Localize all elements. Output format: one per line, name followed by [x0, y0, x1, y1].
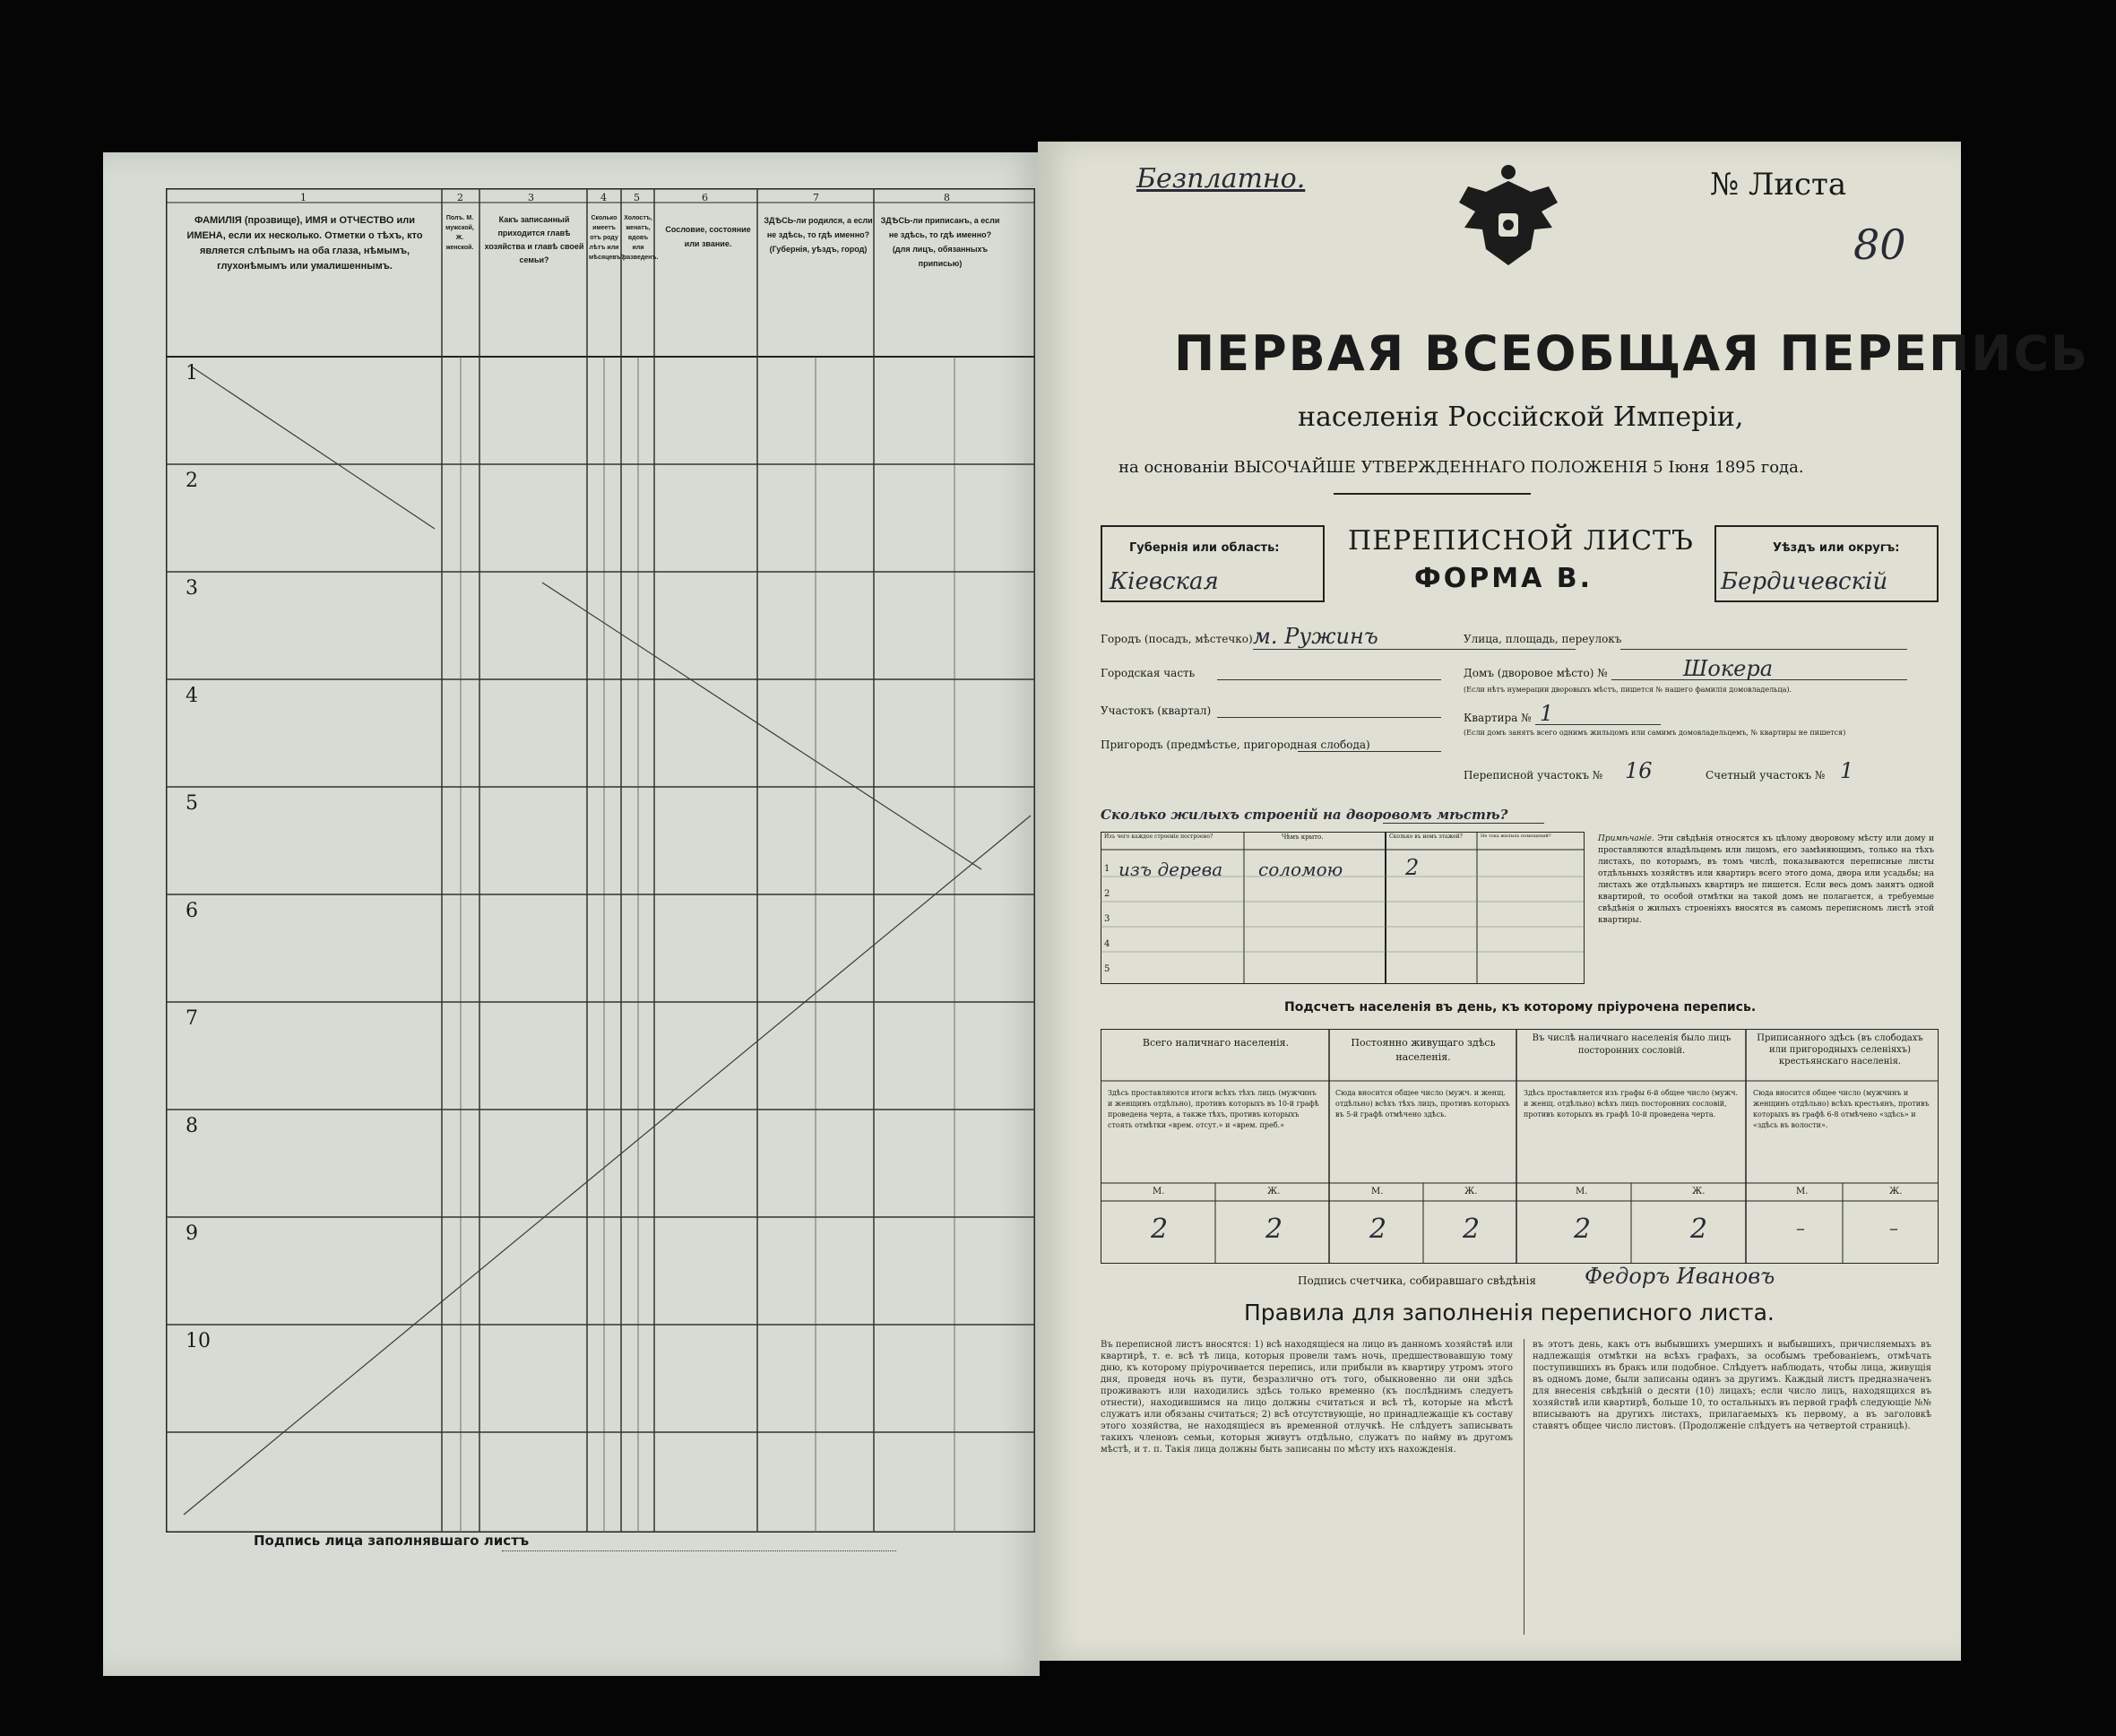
column-number: 5	[634, 192, 640, 203]
buildings-question: Сколько жилыхъ строеній на дворовомъ мѣстѣ?	[1101, 807, 1508, 823]
signature-line	[502, 1550, 896, 1551]
basis-line: на основаніи ВЫСОЧАЙШЕ УТВЕРЖДЕННАГО ПОЛОЖЕНІЯ 5 Іюня 1895 года.	[1118, 458, 1804, 477]
guberniya-label: Губернія или область:	[1129, 541, 1280, 555]
column-header-birthplace: ЗДѢСЬ-ли родился, а если не здѣсь, то гдѣ именно? (Губернія, уѣздъ, город)	[764, 216, 873, 254]
census-district-value: 16	[1625, 758, 1653, 783]
summary-note: Здѣсь проставляется изъ графы 6-й общее число (мужч. и женщ. отдѣльно) всѣхъ лицъ посторонних сословій, противъ которыхъ въ графѣ 10-й проведена черта.	[1524, 1089, 1739, 1118]
summary-header: Приписанного здѣсь (въ слободахъ или пригородныхъ селеніяхъ) крестьянскаго населенія.	[1757, 1033, 1923, 1067]
column-header-sex: Полъ. М. мужской, Ж. женской.	[445, 215, 474, 251]
rules-left-column: Въ переписной листъ вносятся: 1) всѣ находящіеся на лицо въ данномъ хозяйствѣ или квартирѣ, т. е. всѣ тѣ лица, которыя провели тамъ ночь, предшествовавшую тому дню, къ которому пріурочивается перепись, или прибыли въ квартиру утромъ этого дня, проведя ночь въ пути, безразлично отъ того, обыкновенно ли они здѣсь проживаютъ или находились здѣсь только временно (къ послѣднимъ следуетъ отнести), находившимся на лицо должны считаться и всѣ тѣ, которые на мѣстѣ служатъ или обязаны считаться; 2) всѣ отсутствующіе, но принадлежащіе къ составу этого хозяйства, не находящіеся въ временной отлучкѣ. Не слѣдуетъ записывать такихъ членовъ семьи, которыя живутъ отдѣльно, служатъ по найму въ другомъ мѣстѣ, и т. п. Такія лица должны быть записаны по мѣсту ихъ нахожденія.	[1101, 1340, 1513, 1455]
buildings-row-number: 2	[1104, 889, 1110, 899]
buildings-roof: соломою	[1258, 859, 1343, 880]
summary-sex-label: Ж.	[1267, 1187, 1281, 1196]
column-number: 2	[457, 192, 463, 203]
sheet-no-value: 80	[1853, 220, 1906, 269]
uezd-label: Уѣздъ или округъ:	[1773, 541, 1900, 555]
apartment-value: 1	[1540, 701, 1554, 726]
suburb-label: Пригородъ (предмѣстье, пригородная слобода)	[1101, 738, 1370, 751]
enumerator-label: Подпись счетчика, собиравшаго свѣдѣнія	[1298, 1274, 1536, 1287]
sheet-no-label: № Листа	[1710, 167, 1847, 203]
buildings-header: Сколько въ немъ этажей?	[1389, 833, 1463, 840]
column-number: 4	[600, 192, 607, 203]
summary-value: 2	[1369, 1213, 1387, 1245]
column-number: 6	[702, 192, 708, 203]
buildings-header: Чѣмъ крыто.	[1282, 833, 1324, 841]
city-value: м. Ружинъ	[1253, 624, 1378, 649]
note-text: Эти свѣдѣнія относятся къ цѣлому дворовому мѣсту или дому и проставляются владѣльцемъ или лицомъ, его замѣняющимъ, только на тѣхъ листахъ, по которымъ, въ томъ числѣ, показываются переписные листы отдѣльныхъ хозяйствъ или квартиръ всего этого дома, двора или усадьбы; на листахъ же отдѣльныхъ квартиръ не пишется. Если весь домъ занятъ одной квартирой, то особой отмѣтки на такой домъ не полагается, а требуемые свѣдѣнія о жилыхъ строеніяхъ вносятся въ самомъ переписномъ листѣ этой квартиры.	[1598, 834, 1934, 925]
row-number: 6	[186, 900, 198, 922]
strike-line	[184, 816, 1031, 1515]
buildings-row-number: 4	[1104, 939, 1110, 949]
summary-sex-label: М.	[1153, 1187, 1165, 1196]
sheet-title: ПЕРЕПИСНОЙ ЛИСТЪ	[1348, 525, 1694, 557]
column-header-estate: Сословие, состояние или звание.	[665, 225, 751, 248]
summary-value: 2	[1574, 1213, 1592, 1245]
row-number: 3	[186, 577, 198, 600]
row-number: 7	[186, 1007, 198, 1030]
count-district-value: 1	[1840, 758, 1854, 783]
note-block	[1598, 833, 1934, 927]
summary-value: 2	[1151, 1213, 1169, 1245]
column-header-name: ФАМИЛІЯ (прозвище), ИМЯ и ОТЧЕСТВО или ИМЕНА, если их несколько. Отметки о тѣхъ, кто является слѣпымъ на оба глаза, нѣмымъ, глухонѣмымъ или умалишеннымъ.	[186, 215, 423, 272]
summary-sex-label: М.	[1576, 1187, 1588, 1196]
row-number: 2	[186, 470, 198, 492]
column-header-age: Сколько имеетъ отъ роду лѣтъ или мѣсяцевъ?	[589, 215, 625, 261]
summary-title: Подсчетъ населенія въ день, къ которому пріурочена перепись.	[1284, 1000, 1757, 1015]
rules-right-column: въ этотъ день, какъ отъ выбывшихъ умершихъ и выбывшихъ, причисляемыхъ въ надлежащія отмѣтки на всѣхъ графахъ, за особымъ требованіемъ, отмѣчать поступившихъ въ бракъ или подобное. Слѣдуетъ наблюдать, чтобы лица, живущія въ одномъ доме, были записаны одинъ за другимъ. Каждый листъ предназначенъ для внесенія свѣдѣній о десяти (10) лицахъ; если число лицъ, находящихся въ хозяйствѣ или квартирѣ, больше 10, то остальныхъ въ первой графѣ следующіе №№ вписываютъ на другихъ листахъ, прилагаемыхъ къ первому, а въ заголовкѣ ставятъ общее число листовъ. (Продолженіе слѣдуетъ на четвертой страницѣ).	[1533, 1340, 1931, 1431]
summary-sex-label: М.	[1796, 1187, 1809, 1196]
street-label: Улица, площадь, переулокъ	[1464, 633, 1622, 645]
rules-title: Правила для заполненія переписного листа.	[1244, 1300, 1775, 1326]
column-header-marital: Холостъ, женатъ, вдовъ или разведенъ.	[623, 215, 659, 261]
house-label: Домъ (дворовое мѣсто) №	[1464, 667, 1608, 679]
column-number: 8	[944, 192, 950, 203]
buildings-header: Не тока жилыхъ помещений?	[1481, 833, 1551, 839]
row-number: 4	[186, 685, 198, 707]
apartment-note: (Если домъ занятъ всего однимъ жильцомъ или самимъ домовладельцемъ, № квартиры не пишется)	[1464, 729, 1846, 737]
buildings-material: изъ дерева	[1118, 859, 1223, 880]
column-header-registration: ЗДѢСЬ-ли приписанъ, а если не здѣсь, то гдѣ именно? (для лицъ, обязанныхъ приписью)	[880, 216, 1000, 268]
buildings-header: Изъ чего каждое строеніе построено?	[1104, 833, 1213, 840]
column-number: 1	[300, 192, 307, 203]
summary-value: –	[1889, 1217, 1898, 1239]
summary-header: Всего наличнаго населенія.	[1142, 1037, 1290, 1049]
strike-line	[542, 583, 981, 869]
divider	[1334, 493, 1531, 495]
row-number: 9	[186, 1222, 198, 1245]
summary-value: 2	[1463, 1213, 1481, 1245]
buildings-floors: 2	[1405, 855, 1420, 880]
summary-value: –	[1796, 1217, 1805, 1239]
house-note: (Если нѣтъ нумерации дворовыхъ мѣстъ, пишется № нашего фамилія домовладельца).	[1464, 686, 1792, 694]
census-table	[166, 188, 1035, 1533]
buildings-line	[1383, 823, 1544, 824]
count-district-label: Счетный участокъ №	[1706, 769, 1826, 782]
summary-sex-label: Ж.	[1464, 1187, 1478, 1196]
buildings-row-number: 1	[1104, 864, 1110, 874]
city-label: Городъ (посадъ, мѣстечко)	[1101, 633, 1253, 645]
street-line	[1620, 649, 1907, 650]
summary-value: 2	[1690, 1213, 1708, 1245]
guberniya-value: Кіевская	[1110, 568, 1219, 595]
signature-label: Подпись лица заполнявшаго листъ	[254, 1533, 530, 1549]
house-value: Шокера	[1683, 656, 1774, 681]
suburb-line	[1298, 751, 1441, 752]
row-number: 5	[186, 792, 198, 815]
apartment-line	[1535, 724, 1661, 725]
buildings-table	[1101, 832, 1585, 984]
row-number: 1	[186, 362, 198, 384]
left-page	[103, 152, 1040, 1676]
column-header-relation: Какъ записанный приходится главѣ хозяйства и главѣ своей семьи?	[484, 215, 584, 264]
right-page	[1038, 142, 2090, 1661]
column-number: 7	[813, 192, 819, 203]
summary-note: Здѣсь проставляются итоги всѣхъ тѣхъ лицъ (мужчинъ и женщинъ отдѣльно), противъ которыхъ въ 10-й графѣ проведена черта, а также тѣхъ, противъ которыхъ стоять отмѣтки «врем. отсут.» и «врем. преб.»	[1108, 1089, 1319, 1129]
summary-sex-label: М.	[1371, 1187, 1384, 1196]
house-line	[1611, 679, 1907, 680]
precinct-label: Участокъ (квартал)	[1101, 704, 1212, 717]
uezd-value: Бердичевскій	[1721, 568, 1888, 595]
page-subtitle: населенія Россійской Имперіи,	[1298, 402, 1744, 433]
strike-line	[193, 367, 435, 529]
district-label: Городская часть	[1101, 667, 1196, 679]
summary-header: Постоянно живущаго здѣсь населенія.	[1351, 1037, 1496, 1063]
note-title: Примѣчаніе.	[1598, 834, 1654, 843]
summary-note: Сюда вносится общее число (мужч. и женщ. отдѣльно) всѣхъ тѣхъ лицъ, противъ которыхъ въ 5-й графѣ отмѣчено здѣсь.	[1335, 1089, 1510, 1118]
summary-sex-label: Ж.	[1889, 1187, 1903, 1196]
enumerator-value: Федоръ Ивановъ	[1585, 1264, 1775, 1289]
summary-sex-label: Ж.	[1692, 1187, 1706, 1196]
free-label: Безплатно.	[1136, 163, 1306, 194]
summary-note: Сюда вносится общее число (мужчинъ и женщинъ отдѣльно) всѣхъ крестьянъ, противъ которыхъ въ графѣ 6-8 отмѣчено «здѣсь» и «здѣсь въ волости».	[1753, 1089, 1930, 1129]
page-title: ПЕРВАЯ ВСЕОБЩАЯ ПЕРЕПИСЬ	[1174, 325, 2090, 382]
summary-header: Въ числѣ наличнаго населенія было лицъ посторонних сословій.	[1532, 1033, 1732, 1056]
precinct-line	[1217, 717, 1441, 718]
buildings-row-number: 5	[1104, 964, 1110, 974]
column-number: 3	[528, 192, 534, 203]
apartment-label: Квартира №	[1464, 712, 1532, 724]
row-number: 8	[186, 1115, 198, 1137]
census-district-label: Переписной участокъ №	[1464, 769, 1603, 782]
buildings-row-number: 3	[1104, 914, 1110, 924]
form-label: ФОРМА В.	[1414, 563, 1593, 594]
summary-value: 2	[1265, 1213, 1283, 1245]
district-line	[1217, 679, 1441, 680]
row-number: 10	[186, 1330, 211, 1352]
city-line	[1253, 649, 1576, 650]
imperial-eagle-icon	[1450, 160, 1567, 276]
